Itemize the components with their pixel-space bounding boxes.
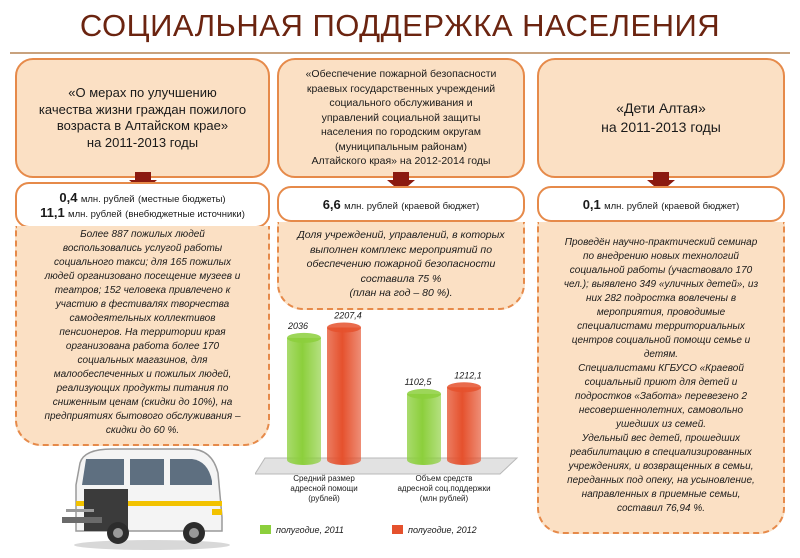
chart-category-label: (млн рублей) (419, 494, 469, 503)
funding-amount: 0,1 (582, 196, 601, 212)
description-line: социального такси; для 165 пожилых (54, 257, 231, 268)
description-line: Доля учреждений, управлений, в которых (297, 229, 505, 241)
program-elderly-description (15, 226, 270, 446)
chart-data-label: 1212,1 (454, 370, 482, 381)
chart-bar (327, 328, 361, 465)
chart-category-label: (рублей) (308, 494, 340, 503)
chart-bar (407, 394, 441, 465)
description-line: ушедших из семей. (615, 419, 707, 430)
funding-unit: млн. рублей (80, 194, 135, 205)
description-line: социальных магазинов, для (77, 355, 208, 366)
funding-note: (краевой бюджет) (661, 200, 740, 212)
chart-category-label: Объем средств (415, 474, 473, 483)
chart-bar (287, 338, 321, 465)
description-line: самодеятельных коллективов (69, 313, 216, 324)
description-line: пенсионеров. На территории края (59, 327, 226, 338)
chart-data-label: 1102,5 (404, 376, 432, 387)
funding-note: (внебюджетные источники) (125, 209, 245, 220)
program-title-line: социального обслуживания и (329, 97, 473, 110)
social-taxi-bus-image (62, 445, 232, 551)
program-children-description (537, 222, 785, 534)
description-line: переданных под опеку, на усыновление, (567, 475, 755, 486)
description-line: несовершеннолетних, самовольно (578, 405, 744, 416)
chart-legend-swatch (260, 525, 271, 534)
program-title-line: (муниципальным районам) (335, 140, 467, 153)
funding-amount: 11,1 (40, 205, 65, 220)
chart-bar (447, 387, 481, 465)
funding-amount: 0,4 (59, 190, 78, 205)
program-children-title (537, 58, 785, 178)
chart-category-label: Средний размер (293, 474, 355, 483)
program-fire-safety-funding (277, 186, 525, 222)
description-line: социальной работы (участвовало 170 (569, 265, 753, 276)
program-title-line: «О мерах по улучшению (68, 85, 217, 100)
description-line: людей организовано посещение музеев и (44, 271, 241, 282)
description-line: сниженным ценам (скидки до 10%), на (52, 397, 233, 408)
program-fire-safety-title (277, 58, 525, 178)
description-line: (план на год – 80 %). (349, 287, 453, 299)
chart-bar-top (327, 323, 361, 333)
targeted-support-chart (255, 308, 530, 553)
chart-category-label: адресной соц.поддержки (397, 484, 491, 493)
program-title-line: качества жизни граждан пожилого (38, 101, 247, 117)
description-line: специалистами территориальных (577, 321, 745, 332)
description-line: них 282 подростка вовлечены в (585, 293, 737, 304)
program-title-line: на 2011-2013 годы (86, 134, 199, 150)
description-line: организована работа более 170 (65, 341, 220, 352)
program-elderly-title (15, 58, 270, 178)
chart-legend-swatch (392, 525, 403, 534)
description-line: мероприятия, проводимые (596, 307, 726, 318)
program-children-funding (537, 186, 785, 222)
chart-bar-top (447, 382, 481, 392)
description-line: учреждениях, и возвращенных в семьи, (568, 461, 754, 472)
chart-legend-label: полугодие, 2012 (408, 525, 477, 535)
program-title-line: населения по городским округам (321, 126, 481, 139)
description-line: детям. (643, 349, 679, 360)
description-line: по внедрению новых технологий (582, 251, 739, 262)
description-line: малообеспеченных и пожилых людей, (53, 369, 232, 380)
program-title-line: возраста в Алтайском крае» (56, 118, 229, 133)
funding-note: (местные бюджеты) (137, 194, 226, 205)
funding-unit: млн. рублей (604, 200, 658, 212)
description-line: составила 75 % (360, 272, 442, 285)
program-title-line: «Обеспечение пожарной безопасности (305, 68, 497, 81)
description-line: составил 76,94 %. (616, 503, 705, 514)
description-line: обеспечению пожарной безопасности (306, 258, 496, 270)
description-line: социальный приют для детей и (584, 377, 738, 388)
page-title: СОЦИАЛЬНАЯ ПОДДЕРЖКА НАСЕЛЕНИЯ (79, 8, 721, 43)
program-title-line: Алтайского края» на 2012-2014 годы (311, 155, 491, 168)
funding-note: (краевой бюджет) (401, 200, 480, 212)
funding-amount: 6,6 (322, 196, 341, 212)
description-line: скидки до 60 %. (105, 425, 180, 436)
chart-data-label: 2207,4 (334, 310, 362, 321)
funding-unit: млн. рублей (68, 209, 122, 220)
description-line: центров социальной помощи семье и (571, 335, 751, 346)
description-line: направленных в приемные семьи, (581, 489, 741, 500)
description-line: реабилитацию в специализированных (570, 447, 752, 458)
chart-bar-top (407, 389, 441, 399)
title-underline (10, 52, 790, 54)
program-title-line: краевых государственных учреждений (306, 82, 496, 95)
chart-data-label: 2036 (287, 320, 309, 331)
description-line: воспользовались услугой работы (62, 243, 223, 254)
description-line: реализующих продукты питания по (56, 383, 229, 394)
description-line: Проведён научно-практический семинар (564, 237, 758, 248)
funding-unit: млн. рублей (344, 200, 398, 212)
description-line: предприятиях бытового обслуживания – (44, 411, 241, 422)
chart-legend-label: полугодие, 2011 (276, 525, 344, 535)
description-line: подростков «Забота» перевезено 2 (574, 391, 748, 402)
description-line: театров; 152 человека привлечено к (54, 285, 231, 296)
chart-bar-top (287, 333, 321, 343)
program-elderly-funding (15, 182, 270, 228)
chart-category-label: адресной помощи (290, 484, 358, 493)
description-line: участию в фестивалях творчества (55, 299, 230, 310)
description-line: Специалистами КГБУСО «Краевой (578, 363, 744, 374)
description-line: Более 887 пожилых людей (80, 229, 205, 240)
description-line: чел.); выявлено 349 «уличных детей», из (563, 279, 759, 290)
program-title-line: управлений социальной защиты (321, 111, 481, 124)
description-line: выполнен комплекс мероприятий по (309, 243, 493, 256)
description-line: Удельный вес детей, прошедших (581, 433, 741, 444)
program-fire-safety-description (277, 222, 525, 310)
program-title-line: на 2011-2013 годы (601, 119, 721, 135)
chart-canvas (255, 308, 530, 553)
program-title-line: «Дети Алтая» (616, 100, 706, 116)
